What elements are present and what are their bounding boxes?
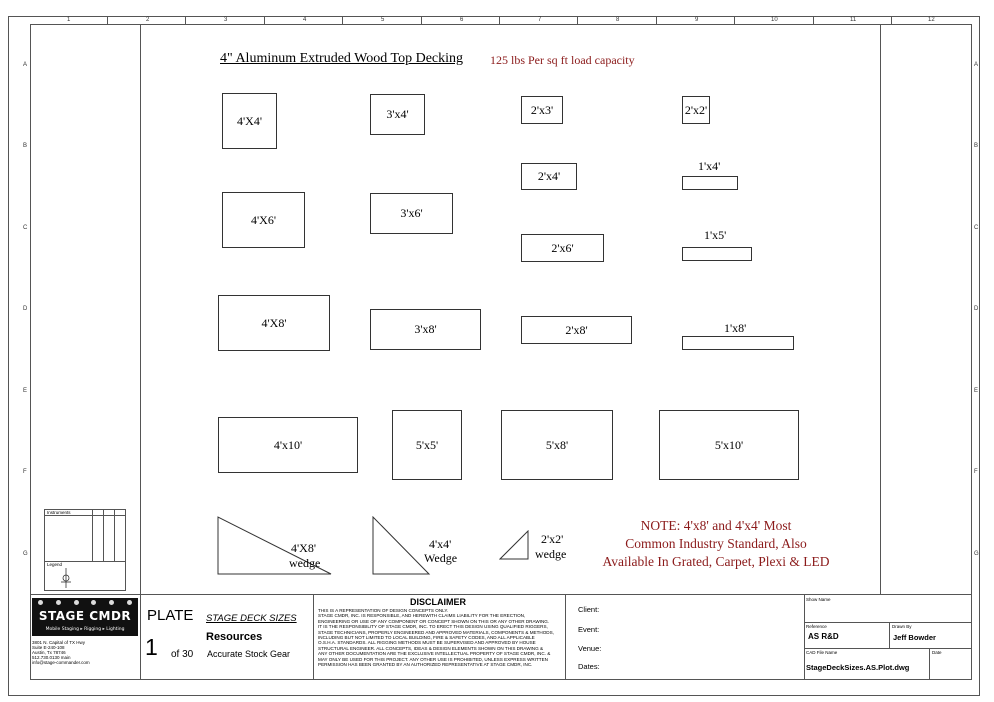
title-block-line <box>804 594 805 680</box>
sidebar-divider <box>140 24 141 594</box>
sheet-title: STAGE DECK SIZES <box>206 613 297 624</box>
note-line-1: NOTE: 4'x8' and 4'x4' Most <box>640 518 792 533</box>
cad-file-value: StageDeckSizes.AS.Plot.dwg <box>806 663 910 672</box>
deck-label: 4'X4' <box>237 113 262 128</box>
deck-label: 4'X6' <box>251 212 276 227</box>
disclaimer-line: THIS IS A REPRESENTATION OF DESIGN CONCEPTS ONLY. <box>318 608 449 613</box>
ruler-tick <box>734 16 735 24</box>
reference-value: AS R&D <box>808 632 839 641</box>
deck-label: 2'x2' <box>684 102 708 117</box>
deck-label: 2'x6' <box>551 240 574 255</box>
title-block-divider <box>30 594 972 595</box>
address-line: 3801 N. Capital of TX Hwy <box>32 640 85 645</box>
instruments-label: Instruments <box>47 510 71 515</box>
right-margin-divider <box>880 24 881 594</box>
deck-3x6 <box>370 193 453 234</box>
disclaimer-line: ANY OTHER DOCUMENTATION ARE THE EXCLUSIVE INTELLECTUAL PROPERTY OF STAGE CMDR, INC. & <box>318 651 551 657</box>
deck-label: 2'x4' <box>537 169 561 183</box>
logo-tagline: Mobile Staging ▸ Rigging ▸ Lighting <box>45 627 125 632</box>
deck-3x4 <box>370 94 425 135</box>
deck-2x6 <box>521 234 604 262</box>
deck-3x8 <box>370 309 481 350</box>
logo-lights <box>32 600 138 607</box>
note-line-2: Common Industry Standard, Also <box>625 536 807 551</box>
ruler-col-4: 4 <box>303 17 307 23</box>
ruler-tick <box>185 16 186 24</box>
deck-label: 3'x8' <box>414 322 437 336</box>
ruler-row-g: G <box>23 551 28 557</box>
wedge-2x2-sublabel: wedge <box>535 547 567 561</box>
note-line-3: Available In Grated, Carpet, Plexi & LED <box>602 554 830 569</box>
ruler-tick <box>342 16 343 24</box>
plate-of: of 30 <box>171 649 194 660</box>
ruler-row-g-right: G <box>974 551 979 557</box>
ruler-row-c-right: C <box>974 225 979 231</box>
ruler-col-10: 10 <box>771 17 778 23</box>
ruler-row-f-right: F <box>974 469 978 475</box>
drawn-by-label: Drawn By <box>892 624 912 629</box>
reference-label: Reference <box>806 624 827 629</box>
deck-5x8 <box>501 410 613 480</box>
wedge-2x2-shape <box>499 530 529 560</box>
date-label: Date <box>932 650 942 655</box>
title-block-line <box>929 648 930 680</box>
ruler-col-2: 2 <box>146 17 150 23</box>
ruler-row-a: A <box>23 62 28 68</box>
inner-frame-right <box>971 24 972 680</box>
ruler-tick <box>421 16 422 24</box>
client-label: Client: <box>578 605 600 614</box>
disclaimer-line: STAGE TECHNICIANS, PROPERLY ENGINEERED AND APPROVED MATERIALS, COMPONENTS & METHODS, <box>318 629 554 635</box>
wedge-4x4-sublabel: Wedge <box>424 551 458 565</box>
note-box <box>592 517 840 571</box>
table-line <box>114 509 115 561</box>
ruler-col-1: 1 <box>67 17 71 23</box>
deck-label: 4'X8' <box>261 315 287 330</box>
deck-2x4 <box>521 163 577 190</box>
plate-label: PLATE <box>147 607 194 624</box>
deck-4x10 <box>218 417 358 473</box>
ruler-tick <box>656 16 657 24</box>
disclaimer-line: O.S.H.A. STANDARDS. ALL RIGGING METHODS MUST BE SUPERVISED AND APPROVED BY HOUSE <box>318 640 536 646</box>
address-line: Suite E-240-108 <box>32 645 65 650</box>
ruler-tick <box>891 16 892 24</box>
wedge-4x8-sublabel: wedge <box>289 556 321 570</box>
title-block-line <box>565 594 566 680</box>
ruler-col-5: 5 <box>381 17 385 23</box>
deck-label: 2'x3' <box>530 102 554 117</box>
deck-label: 5'x8' <box>545 437 569 452</box>
deck-1x8-label: 1'x8' <box>724 321 747 335</box>
disclaimer-title: DISCLAIMER <box>410 597 466 607</box>
address-line: info@stage-commander.com <box>32 660 90 665</box>
disclaimer-line: STAGE CMDR, INC. IS RESPONSIBLE, AND HEREWITH CLAIMS LIABILITY FOR THE ERECTION, <box>318 613 526 619</box>
wedge-2x2-label: 2'x2' <box>541 532 564 546</box>
ruler-row-b: B <box>23 143 28 149</box>
disclaimer-line: STRUCTURAL ENGINEER. ALL CONCEPTS, IDEAS & DESIGN ELEMENTS SHOWN ON THIS DRAWING & <box>318 645 544 651</box>
ruler-row-f: F <box>23 469 27 475</box>
event-label: Event: <box>578 625 600 634</box>
deck-4x6 <box>222 192 305 248</box>
deck-2x2 <box>682 96 710 124</box>
dates-label: Dates: <box>578 662 600 671</box>
ruler-tick <box>813 16 814 24</box>
ruler-row-a-right: A <box>974 62 979 68</box>
inner-frame-top <box>30 24 972 25</box>
deck-label: 3'x4' <box>386 107 409 121</box>
deck-label: 5'x10' <box>714 437 744 452</box>
wedge-4x4-label: 4'x4' <box>429 537 452 551</box>
legend-label: Legend <box>47 562 63 567</box>
section-subtitle: Accurate Stock Gear <box>207 649 291 659</box>
ruler-tick <box>499 16 500 24</box>
title-block-line <box>804 648 972 649</box>
table-line <box>103 509 104 561</box>
ruler-row-e: E <box>23 388 28 394</box>
deck-label: 2'x8' <box>565 322 588 337</box>
deck-label: 3'x6' <box>400 206 423 220</box>
disclaimer-line: IT IS THE RESPONSIBILITY OF STAGE CMDR, INC. TO ERECT THIS DESIGN USING QUALIFIED RIGGERS, <box>318 624 548 630</box>
ruler-tick <box>107 16 108 24</box>
address-line: 512.730.0130 main <box>32 655 71 660</box>
disclaimer-line: MAY ONLY BE USED FOR THIS PROJECT. ANY OTHER USE IS PROHIBITED, UNLESS EXPRESS WRITTEN <box>318 656 548 662</box>
table-line <box>92 509 93 561</box>
ruler-col-6: 6 <box>460 17 464 23</box>
deck-2x3 <box>521 96 563 124</box>
inner-frame-left <box>30 24 31 680</box>
ruler-col-8: 8 <box>616 17 620 23</box>
inner-frame-bottom <box>30 679 972 680</box>
section-name: Resources <box>206 631 263 643</box>
deck-label: 5'x5' <box>415 437 439 452</box>
disclaimer-line: ENGINEERING OR USE OF ANY COMPONENT OR CONCEPT SHOWN ON THIS OR ANY OTHER DRAWING. <box>318 618 550 624</box>
show-name-label: Show Name <box>806 597 831 602</box>
legend-symbol-icon <box>60 568 72 588</box>
deck-1x5 <box>682 247 752 261</box>
ruler-col-9: 9 <box>695 17 699 23</box>
deck-5x10 <box>659 410 799 480</box>
deck-label: 4'x10' <box>273 437 303 452</box>
ruler-col-3: 3 <box>224 17 228 23</box>
deck-1x5-label: 1'x5' <box>704 228 727 242</box>
deck-2x8 <box>521 316 632 344</box>
ruler-tick <box>264 16 265 24</box>
ruler-row-d-right: D <box>974 306 979 312</box>
address-line: Austin, Tx 78746 <box>32 650 66 655</box>
deck-1x8 <box>682 336 794 350</box>
ruler-row-d: D <box>23 306 28 312</box>
ruler-row-e-right: E <box>974 388 979 394</box>
wedge-4x8-label: 4'X8' <box>291 541 316 555</box>
drawn-by-value: Jeff Bowder <box>893 633 936 642</box>
drawing-title: 4" Aluminum Extruded Wood Top Decking <box>220 51 464 66</box>
deck-5x5 <box>392 410 462 480</box>
ruler-tick <box>577 16 578 24</box>
disclaimer-text <box>318 608 554 667</box>
logo-text: STAGE CMDR <box>38 609 132 623</box>
load-capacity: 125 lbs Per sq ft load capacity <box>490 53 635 67</box>
deck-4x8 <box>218 295 330 351</box>
title-block-line <box>889 622 890 648</box>
ruler-col-7: 7 <box>538 17 542 23</box>
company-address <box>32 640 138 665</box>
title-block-line <box>804 622 972 623</box>
ruler-col-12: 12 <box>928 17 935 23</box>
cad-file-label: CAD File Name <box>806 650 838 655</box>
deck-1x4-label: 1'x4' <box>698 159 721 173</box>
ruler-row-c: C <box>23 225 28 231</box>
ruler-col-11: 11 <box>850 17 857 23</box>
disclaimer-line: PERMISSION HAS BEEN GRANTED BY AN AUTHORIZED REPRESENTATIVE AT STAGE CMDR, INC. <box>318 662 533 668</box>
company-logo <box>32 598 138 636</box>
deck-4x4 <box>222 93 277 149</box>
ruler-row-b-right: B <box>974 143 979 149</box>
deck-1x4 <box>682 176 738 190</box>
disclaimer-line: INCLUDING BUT NOT LIMITED TO LOCAL BUILDING, FIRE & SAFETY CODES, AND ALL APPLICABLE <box>318 635 535 641</box>
plate-number: 1 <box>145 634 158 660</box>
venue-label: Venue: <box>578 644 602 653</box>
wedge-4x4-shape <box>372 516 432 576</box>
title-block-line <box>140 594 141 680</box>
